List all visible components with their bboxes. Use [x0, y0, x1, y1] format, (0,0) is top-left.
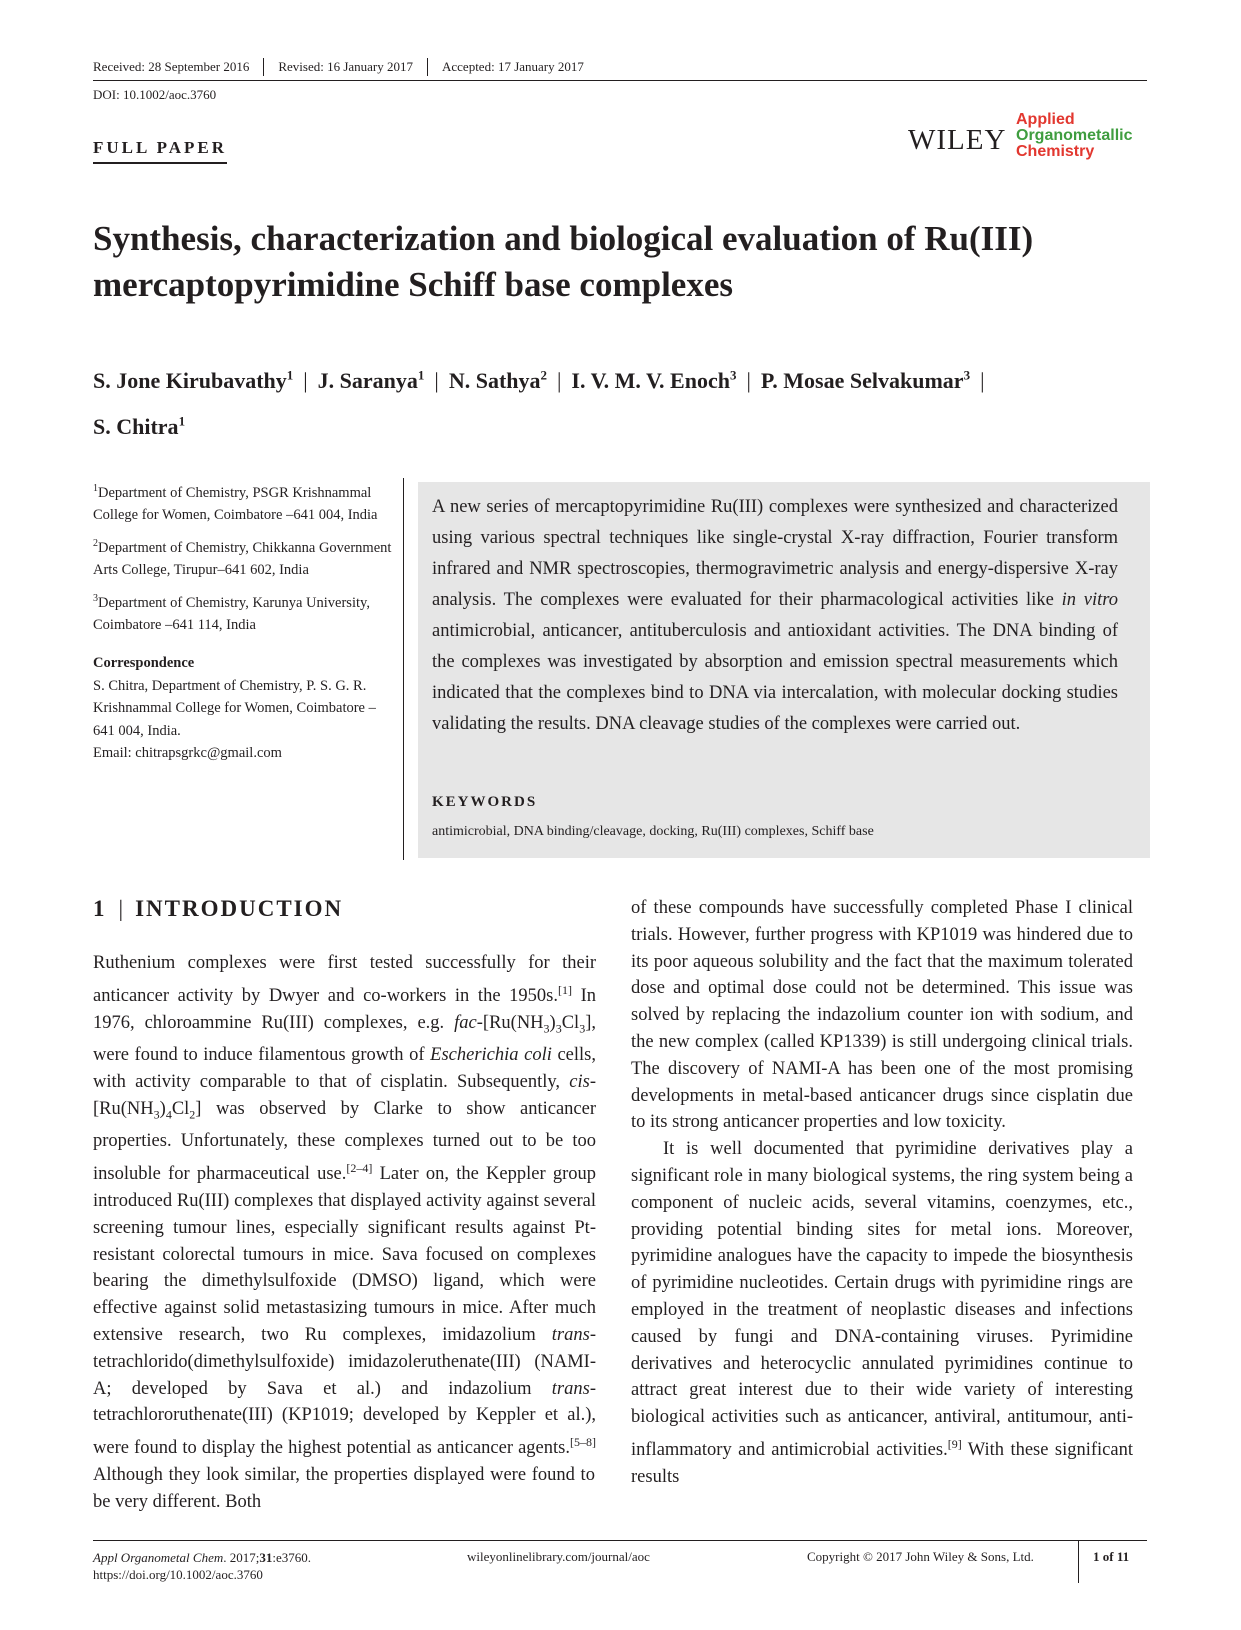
- author: I. V. M. V. Enoch$^3$: [571, 368, 737, 394]
- journal-name-line2: Organometallic: [1016, 127, 1133, 144]
- affiliation: $^1$Department of Chemistry, PSGR Krishnammal College for Women, Coimbatore –641 004, India: [93, 483, 378, 524]
- affiliations: [93, 478, 393, 765]
- affiliation: $^2$Department of Chemistry, Chikkanna Government Arts College, Tirupur–641 602, India: [93, 537, 392, 579]
- paragraph: It is well documented that pyrimidine derivatives play a significant role in many biological systems, the ring system being a component of nucleic acids, several vitamins, coenzymes, etc., providing potential binding sites for metal ions. Moreover, pyrimidine analogues have the capacity to impede the biosynthesis of pyrimidine nucleotides. Certain drugs with pyrimidine rings are employed in the treatment of neoplastic diseases and infections caused by fungi and DNA-containing viruses. Pyrimidine derivatives and heterocyclic annulated pyrimidines continue to attract great interest due to their wide variety of interesting biological activities such as anticancer, antiviral, antitumour, anti-inflammatory and antimicrobial activities.[9] With these significant results: [631, 1139, 1133, 1487]
- citation[interactable]: [1]: [557, 982, 572, 997]
- paragraph: of these compounds have successfully completed Phase I clinical trials. However, further progress with KP1019 was hindered due to its poor aqueous solubility and the fact that the maximum tolerated dose and optimal dose could not be determined. This issue was solved by replacing the indazolium counter ion with sodium, and the new complex (called KP1339) is still undergoing clinical trials. The discovery of NAMI-A has been one of the most promising developments in metal-based anticancer drugs since cisplatin due to its strong anticancer properties and low toxicity.: [631, 898, 1133, 1133]
- citation[interactable]: [9]: [947, 1436, 962, 1451]
- citation[interactable]: [5–8]: [570, 1435, 596, 1450]
- author-separator: |: [303, 368, 308, 394]
- column-divider: [403, 478, 404, 860]
- page-footer: [93, 1540, 1147, 1591]
- affiliation: $^3$Department of Chemistry, Karunya University, Coimbatore –641 114, India: [93, 592, 370, 633]
- author-separator: |: [980, 368, 985, 394]
- footer-citation: Appl Organometal Chem. 2017;31:e3760. https://doi.org/10.1002/aoc.3760: [93, 1550, 311, 1582]
- author-separator: |: [557, 368, 562, 394]
- journal-logo: [908, 112, 1148, 166]
- author: P. Mosae Selvakumar$^3$: [760, 368, 971, 394]
- correspondence-text: S. Chitra, Department of Chemistry, P. S. G. R. Krishnammal College for Women, Coimbatore – 641 004, India.: [93, 677, 376, 739]
- article-dates: [93, 58, 1147, 81]
- footer-divider: [1078, 1541, 1079, 1583]
- journal-name: [1016, 112, 1132, 160]
- keywords: antimicrobial, DNA binding/cleavage, docking, Ru(III) complexes, Schiff base: [432, 824, 874, 839]
- paper-title: Synthesis, characterization and biological evaluation of Ru(III) mercaptopyrimidine Schiff base complexes: [93, 219, 1034, 304]
- doi[interactable]: DOI: 10.1002/aoc.3760: [93, 87, 217, 102]
- journal-name-line1: Applied: [1016, 111, 1075, 128]
- author: S. Chitra$^1$: [93, 413, 186, 439]
- author-separator: |: [434, 368, 439, 394]
- article-type: FULL PAPER: [93, 138, 227, 164]
- intro-right-column: [631, 895, 1133, 1491]
- author-list: [93, 356, 1153, 447]
- footer-copyright: Copyright © 2017 John Wiley & Sons, Ltd.: [807, 1549, 1034, 1564]
- keywords-heading: KEYWORDS: [432, 794, 538, 810]
- abstract-box: [418, 482, 1150, 858]
- footer-doi-link[interactable]: https://doi.org/10.1002/aoc.3760: [93, 1567, 263, 1582]
- author-separator: |: [746, 368, 751, 394]
- citation[interactable]: [2–4]: [346, 1161, 373, 1176]
- intro-left-column: [93, 950, 596, 1516]
- page-number: 1 of 11: [1093, 1549, 1130, 1564]
- correspondence-heading: Correspondence: [93, 655, 195, 672]
- wiley-logo: WILEY: [908, 124, 1007, 156]
- author: J. Saranya$^1$: [317, 368, 425, 394]
- abstract-text: A new series of mercaptopyrimidine Ru(III) complexes were synthesized and characterized using various spectral techniques like single-crystal X-ray diffraction, Fourier transform infrared and NMR spectroscopies, thermogravimetric analysis and energy-dispersive X-ray analysis. The complexes were evaluated for their pharmacological activities like in vitro antimicrobial, anticancer, antituberculosis and antioxidant activities. The DNA binding of the complexes was investigated by absorption and emission spectral measurements which indicated that the complexes bind to DNA via intercalation, with molecular docking studies validating the results. DNA cleavage studies of the complexes were carried out.: [432, 497, 1118, 734]
- section-heading: 1 | INTRODUCTION: [93, 896, 344, 921]
- author: N. Sathya$^2$: [448, 368, 548, 394]
- accepted-date: Accepted: 17 January 2017: [427, 58, 598, 76]
- paragraph: Ruthenium complexes were first tested successfully for their anticancer activity by Dwyer and co-workers in the 1950s.[1] In 1976, chloroammine Ru(III) complexes, e.g. fac-$[Ru(NH_3)_3Cl_3]$, were found to induce filamentous growth of Escherichia coli cells, with activity comparable to that of cisplatin. Subsequently, cis-$[Ru(NH_3)_4Cl_2]$ was observed by Clarke to show anticancer properties. Unfortunately, these complexes turned out to be too insoluble for pharmaceutical use.[2–4] Later on, the Keppler group introduced Ru(III) complexes that displayed activity against several screening tumour lines, especially significant results against Pt-resistant colorectal tumours in mice. Sava focused on complexes bearing the dimethylsulfoxide (DMSO) ligand, which were effective against solid metastasizing tumours in mice. After much extensive research, two Ru complexes, imidazolium trans-tetrachlorido(dimethylsulfoxide) imidazoleruthenate(III) (NAMI-A; developed by Sava et al.) and indazolium trans-tetrachlororuthenate(III) (KP1019; developed by Keppler et al.), were found to display the highest potential as anticancer agents.[5–8] Although they look similar, the properties displayed were found to be very different. Both: [93, 953, 596, 1512]
- correspondence-email[interactable]: Email: chitrapsgrkc@gmail.com: [93, 745, 282, 762]
- author: S. Jone Kirubavathy$^1$: [93, 368, 294, 394]
- journal-name-line3: Chemistry: [1016, 143, 1095, 160]
- revised-date: Revised: 16 January 2017: [263, 58, 427, 76]
- received-date: Received: 28 September 2016: [93, 59, 250, 74]
- footer-site-link[interactable]: wileyonlinelibrary.com/journal/aoc: [467, 1549, 650, 1564]
